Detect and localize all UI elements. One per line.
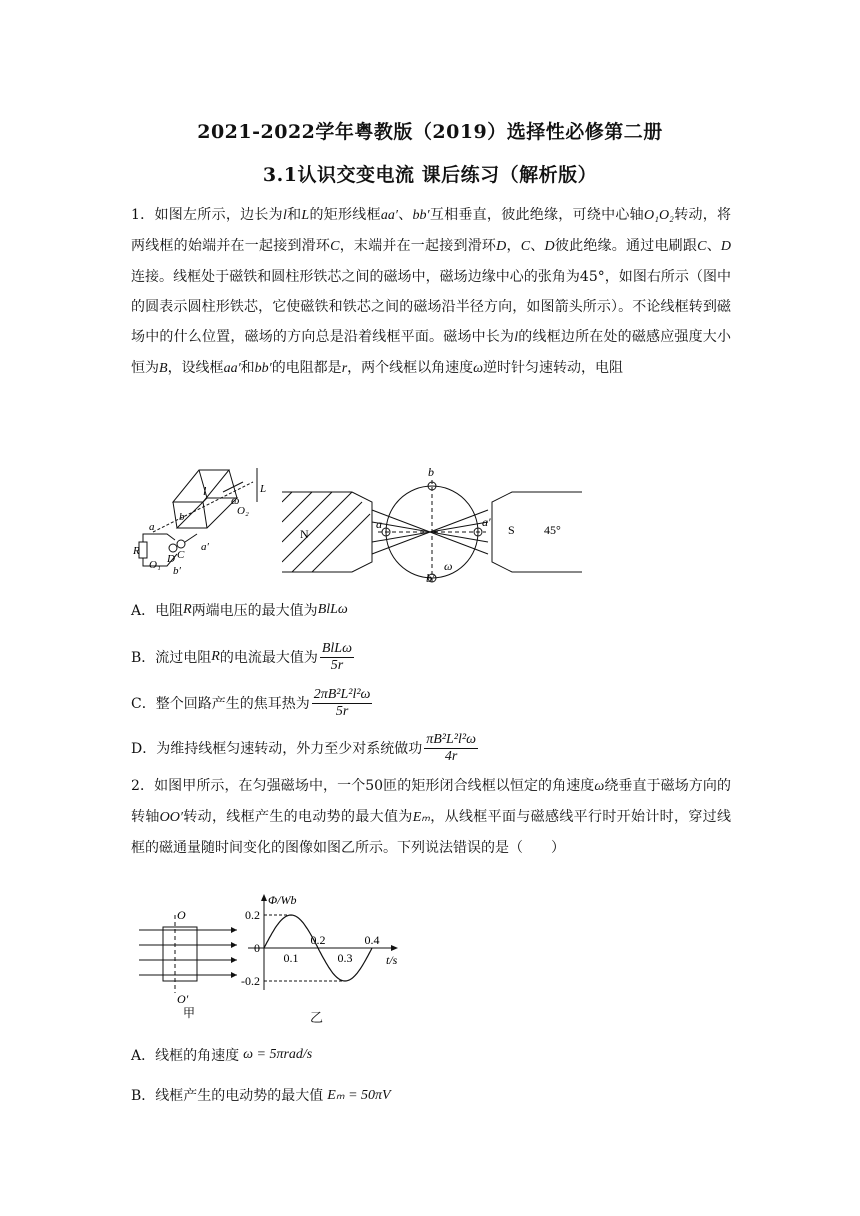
q2-option-a[interactable]: A． 线框的角速度 ω = 5πrad/s (131, 1047, 313, 1064)
fraction: $\frac{\text{πB²L²l²ω}}{4r}$ (426, 731, 476, 764)
figure-label: 甲 (183, 1006, 196, 1020)
figure-label: a (149, 521, 155, 533)
y-axis-label: Φ/Wb (268, 893, 297, 907)
y-tick-label: 0 (254, 941, 260, 955)
question-1-stem: 1．如图左所示，边长为l和L的矩形线框aa′、bb′互相垂直，彼此绝缘，可绕中心轴O₁O₂转动，将两线框的始端并在一起接到滑环C，末端并在一起接到滑环D，C、D彼此绝缘。通过电刷跟C、D连接。线框处于磁铁和圆柱形铁芯之间的磁场中，磁场边缘中心的张角为45°，如图右所示（图中的圆表示圆柱形铁芯，它使磁铁和铁芯之间的磁场沿半径方向，如图箭头所示）。不论线框转到磁场中的什么位置，磁场的方向总是沿着线框平面。磁场中长为l的线框边所在处的磁感应强度大小恒为B，设线框aa′和bb′的电阻都是r，两个线框以角速度ω逆时针匀速转动，电阻 (131, 207, 732, 376)
figure-label: L (260, 483, 267, 495)
figure-label: b′ (173, 565, 181, 577)
q1-option-c[interactable]: C． 整个回路产生的焦耳热为 $\frac{\text{2πB²L²l²ω}}{5r}$ (131, 686, 371, 719)
figure-label: a′ (201, 541, 209, 553)
x-axis-label: t/s (386, 953, 398, 967)
y-axis-arrow (261, 894, 267, 901)
figure-label: a′ (482, 515, 491, 529)
figure-label: D (167, 553, 175, 565)
question-2-stem: 2．如图甲所示，在匀强磁场中，一个50匝的矩形闭合线框以恒定的角速度ω绕垂直于磁场方向的转轴OO′转动，线框产生的电动势的最大值为Eₘ，从线框平面与磁感线平行时开始计时，穿过线框的磁通量随时间变化的图像如图乙所示。下列说法错误的是（ ） (131, 778, 732, 856)
question-number: 1． (131, 207, 155, 223)
x-tick-label: 0.1 (283, 951, 299, 965)
figure-label: b′ (426, 571, 435, 585)
figure-caption: 乙 (310, 1011, 324, 1026)
figure-label: b (428, 465, 434, 479)
y-tick-label: 0.2 (245, 908, 260, 922)
magnet-figure (282, 462, 582, 587)
question-number: 2． (131, 778, 155, 794)
q1-option-a[interactable]: A． 电阻 R 两端电压的最大值为 BlLω (131, 602, 348, 619)
figure-label: O₂ (237, 505, 249, 517)
x-tick-label: 0.3 (337, 951, 353, 965)
figure-label: ω (444, 559, 453, 573)
figure-label: 45° (544, 523, 561, 537)
figure-label: b (179, 511, 185, 523)
figure-label: C (177, 549, 185, 561)
figure-label: N (300, 527, 309, 541)
coil-figure (133, 462, 273, 578)
figure-label: O′ (177, 992, 189, 1006)
figure-label: l (203, 484, 207, 498)
fraction: $\frac{\text{2πB²L²l²ω}}{5r}$ (313, 686, 371, 719)
q1-option-b[interactable]: B． 流过电阻 R 的电流最大值为 $\frac{\text{BlLω}}{5r}$ (131, 640, 352, 673)
figure-label: S (508, 523, 515, 537)
flux-time-chart (240, 890, 400, 1025)
figure-label: a (376, 517, 382, 531)
doc-title: 2021-2022学年粤教版（2019）选择性必修第二册 (197, 121, 663, 143)
q1-option-d[interactable]: D． 为维持线框匀速转动，外力至少对系统做功 $\frac{\text{πB²L²l²ω}}{4r}$ (131, 731, 476, 764)
q2-option-b[interactable]: B． 线框产生的电动势的最大值 Eₘ = 50πV (131, 1087, 391, 1104)
x-axis-arrow (391, 945, 398, 951)
coil-field-figure (133, 905, 243, 1020)
figure-label: ω (231, 493, 240, 507)
figure-label: O₁ (149, 559, 161, 571)
doc-subtitle: 3.1认识交变电流 课后练习（解析版） (262, 164, 598, 186)
y-tick-label: -0.2 (241, 974, 260, 988)
figure-label: O (177, 908, 186, 922)
x-tick-label: 0.4 (364, 933, 380, 947)
fraction: $\frac{\text{BlLω}}{5r}$ (321, 640, 352, 673)
figure-label: R (133, 545, 140, 557)
x-tick-label: 0.2 (310, 933, 326, 947)
